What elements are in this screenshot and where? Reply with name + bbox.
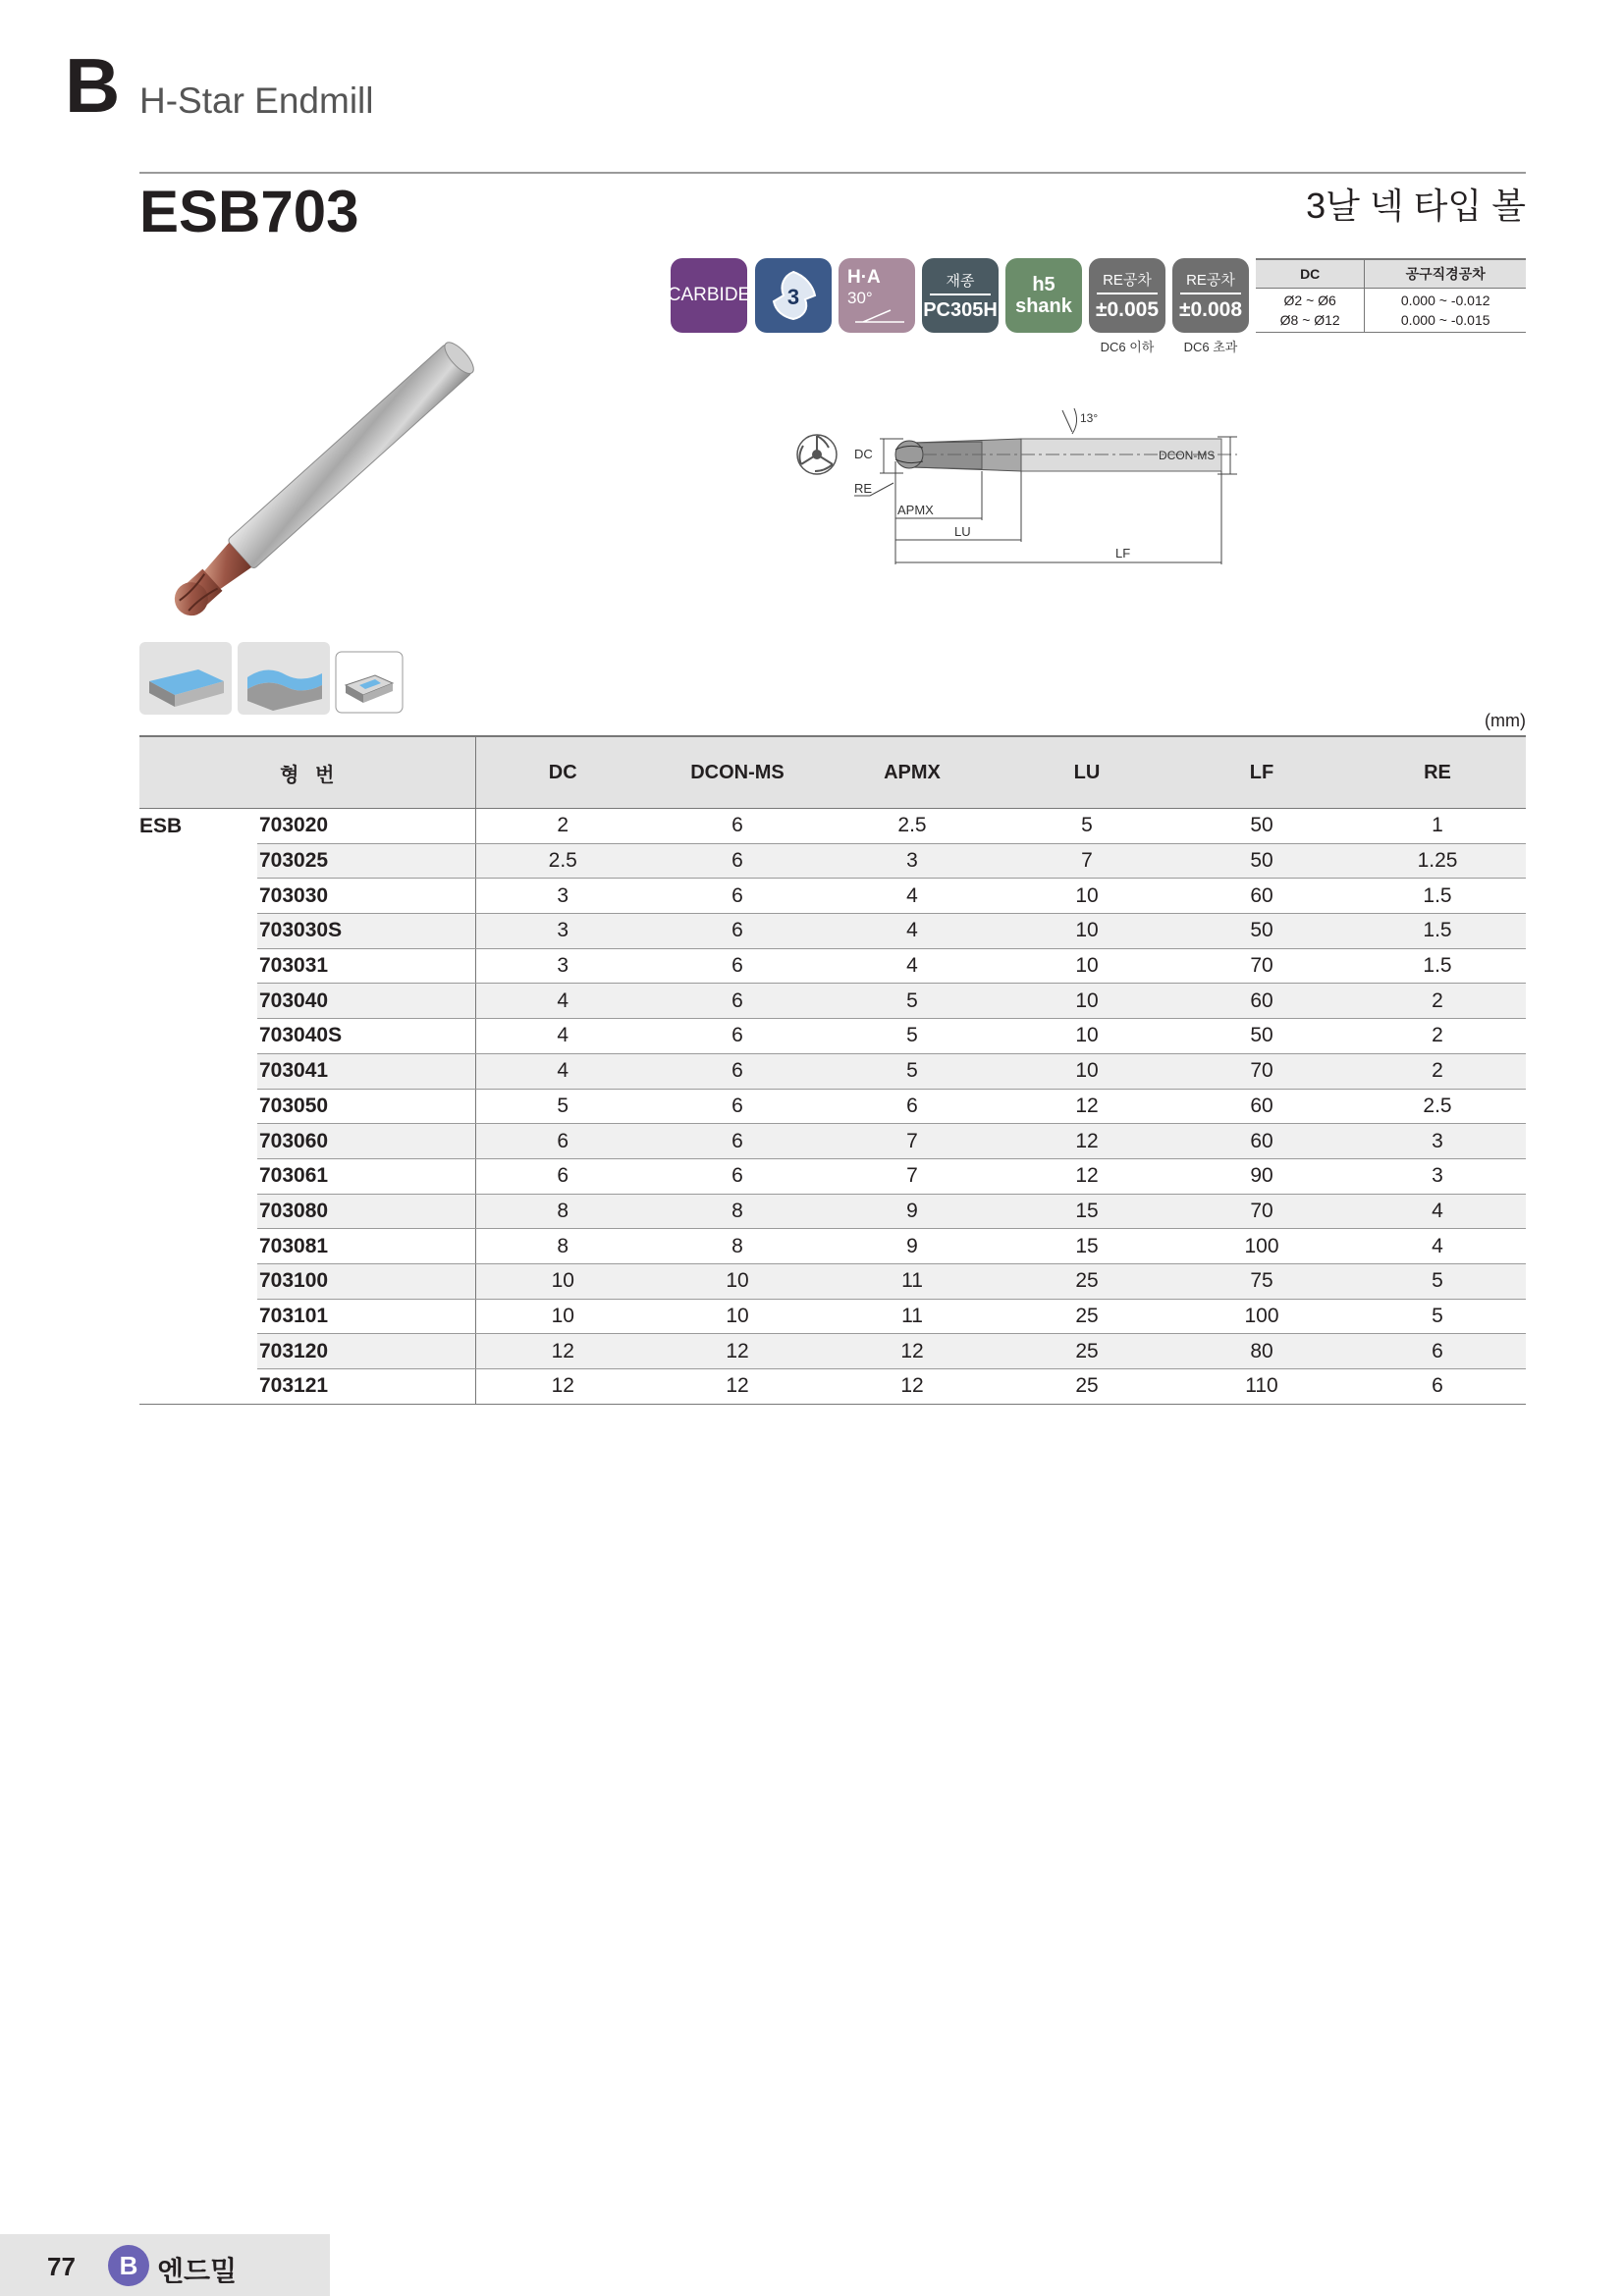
cell-lu: 15 <box>1000 1194 1174 1229</box>
col-header-model: 형 번 <box>139 736 475 809</box>
cell-code: 703040 <box>257 984 475 1019</box>
product-subtitle: 3날 넥 타입 볼 <box>1306 186 1526 226</box>
cell-lu: 5 <box>1000 809 1174 844</box>
tolerance-header-dc: DC <box>1256 259 1365 289</box>
table-row <box>139 1299 1526 1334</box>
shank-badge <box>1005 258 1082 333</box>
cell-apmx: 3 <box>825 843 1000 879</box>
dimension-lines <box>854 408 1237 564</box>
cell-apmx: 2.5 <box>825 809 1000 844</box>
table-row <box>139 809 1526 844</box>
cell-lf: 60 <box>1174 879 1349 914</box>
cell-dc: 4 <box>475 1019 650 1054</box>
re-label: RE <box>854 481 873 496</box>
series-cell <box>139 1194 257 1229</box>
svg-text:3: 3 <box>786 285 800 309</box>
series-cell <box>139 1334 257 1369</box>
helix-angle-value: 30° <box>847 289 873 307</box>
cell-re: 2.5 <box>1349 1089 1526 1124</box>
series-cell <box>139 1299 257 1334</box>
dcon-label: DCON-MS <box>1159 449 1216 462</box>
re-tolerance-divider <box>1097 293 1158 294</box>
series-cell <box>139 914 257 949</box>
cell-dcon: 8 <box>650 1194 825 1229</box>
cell-dc: 5 <box>475 1089 650 1124</box>
cell-dc: 2 <box>475 809 650 844</box>
cell-code: 703040S <box>257 1019 475 1054</box>
cell-re: 4 <box>1349 1229 1526 1264</box>
helix-label: H·A <box>847 267 881 288</box>
page-number: 77 <box>47 2252 76 2281</box>
cell-code: 703050 <box>257 1089 475 1124</box>
cell-dcon: 10 <box>650 1299 825 1334</box>
cell-dc: 12 <box>475 1334 650 1369</box>
cell-apmx: 4 <box>825 948 1000 984</box>
cell-lu: 12 <box>1000 1089 1174 1124</box>
cell-dc: 4 <box>475 1053 650 1089</box>
cell-code: 703041 <box>257 1053 475 1089</box>
cell-dc: 10 <box>475 1299 650 1334</box>
cell-apmx: 12 <box>825 1369 1000 1405</box>
lf-label: LF <box>1115 546 1131 561</box>
cell-apmx: 5 <box>825 1019 1000 1054</box>
table-row <box>139 914 1526 949</box>
angle-icon <box>853 308 908 324</box>
table-row <box>139 1263 1526 1299</box>
cell-re: 2 <box>1349 1053 1526 1089</box>
cell-dcon: 8 <box>650 1229 825 1264</box>
col-header-apmx: APMX <box>825 736 1000 809</box>
table-row <box>139 948 1526 984</box>
re-tolerance-badge-large <box>1172 258 1249 333</box>
cell-lu: 10 <box>1000 984 1174 1019</box>
cell-apmx: 7 <box>825 1124 1000 1159</box>
series-cell <box>139 1158 257 1194</box>
cell-lf: 60 <box>1174 1124 1349 1159</box>
series-cell <box>139 1053 257 1089</box>
apmx-label: APMX <box>897 503 934 517</box>
cell-dcon: 6 <box>650 843 825 879</box>
re-tolerance-value: ±0.005 <box>1095 298 1160 321</box>
cell-dcon: 6 <box>650 948 825 984</box>
cell-lf: 50 <box>1174 809 1349 844</box>
re-tolerance-label: RE공차 <box>1103 272 1152 289</box>
col-header-dcon: DCON-MS <box>650 736 825 809</box>
cell-dcon: 6 <box>650 1124 825 1159</box>
cell-apmx: 6 <box>825 1089 1000 1124</box>
table-row <box>139 1158 1526 1194</box>
series-cell <box>139 1229 257 1264</box>
coating-value: PC305H <box>923 298 998 321</box>
table-row <box>139 879 1526 914</box>
cell-code: 703025 <box>257 843 475 879</box>
cell-re: 1 <box>1349 809 1526 844</box>
series-cell <box>139 984 257 1019</box>
cell-apmx: 5 <box>825 984 1000 1019</box>
shank-label: shank <box>1015 295 1072 317</box>
header-divider <box>139 172 1526 174</box>
cell-code: 703081 <box>257 1229 475 1264</box>
table-row <box>139 843 1526 879</box>
cell-dcon: 10 <box>650 1263 825 1299</box>
cell-lf: 80 <box>1174 1334 1349 1369</box>
re-tolerance-value: ±0.008 <box>1178 298 1243 321</box>
re-tolerance-label: RE공차 <box>1186 272 1235 289</box>
cell-lu: 25 <box>1000 1369 1174 1405</box>
table-row <box>139 1124 1526 1159</box>
cell-dcon: 6 <box>650 984 825 1019</box>
cell-dcon: 6 <box>650 809 825 844</box>
cell-apmx: 9 <box>825 1229 1000 1264</box>
helix-angle-badge <box>839 258 915 333</box>
carbide-label: CARBIDE <box>667 285 751 305</box>
cell-re: 5 <box>1349 1299 1526 1334</box>
cell-apmx: 12 <box>825 1334 1000 1369</box>
tolerance-row <box>1256 289 1526 333</box>
cell-lu: 25 <box>1000 1263 1174 1299</box>
cell-code: 703020 <box>257 809 475 844</box>
cell-dcon: 6 <box>650 1089 825 1124</box>
cell-apmx: 4 <box>825 879 1000 914</box>
cell-lu: 10 <box>1000 879 1174 914</box>
series-cell: ESB <box>139 814 183 837</box>
cell-lu: 7 <box>1000 843 1174 879</box>
col-header-lu: LU <box>1000 736 1174 809</box>
cell-apmx: 4 <box>825 914 1000 949</box>
side-milling-icon <box>139 642 232 715</box>
cell-dc: 3 <box>475 948 650 984</box>
table-row <box>139 1334 1526 1369</box>
cell-lf: 60 <box>1174 1089 1349 1124</box>
cell-lu: 25 <box>1000 1299 1174 1334</box>
coating-badge <box>922 258 999 333</box>
endmill-photo <box>133 314 545 618</box>
tolerance-value: 0.000 ~ -0.012 0.000 ~ -0.015 <box>1365 289 1526 333</box>
cell-dc: 10 <box>475 1263 650 1299</box>
table-row <box>139 1089 1526 1124</box>
cell-code: 703121 <box>257 1369 475 1405</box>
contour-milling-icon <box>238 642 330 715</box>
cell-apmx: 11 <box>825 1263 1000 1299</box>
coating-label: 재종 <box>946 272 975 290</box>
cell-lu: 25 <box>1000 1334 1174 1369</box>
cell-re: 2 <box>1349 984 1526 1019</box>
cell-dcon: 6 <box>650 879 825 914</box>
dimension-table <box>139 735 1526 1405</box>
carbide-badge <box>667 258 751 333</box>
cell-code: 703120 <box>257 1334 475 1369</box>
cell-dc: 3 <box>475 914 650 949</box>
cell-apmx: 9 <box>825 1194 1000 1229</box>
cell-dc: 2.5 <box>475 843 650 879</box>
cell-code: 703061 <box>257 1158 475 1194</box>
flutes-badge <box>755 258 832 333</box>
shank-tolerance: h5 <box>1032 274 1056 295</box>
col-header-dc: DC <box>475 736 650 809</box>
cell-dcon: 6 <box>650 1158 825 1194</box>
cell-code: 703031 <box>257 948 475 984</box>
footer-section-label: 엔드밀 <box>157 2256 238 2286</box>
cell-dcon: 12 <box>650 1334 825 1369</box>
end-view-icon <box>797 435 837 474</box>
series-cell <box>139 948 257 984</box>
table-row <box>139 1194 1526 1229</box>
cell-lf: 70 <box>1174 1053 1349 1089</box>
cell-dcon: 6 <box>650 1053 825 1089</box>
cell-code: 703030S <box>257 914 475 949</box>
neck-angle-label: 13° <box>1080 411 1099 425</box>
cell-lf: 100 <box>1174 1299 1349 1334</box>
coating-divider <box>930 294 991 295</box>
cell-dc: 6 <box>475 1158 650 1194</box>
cell-code: 703030 <box>257 879 475 914</box>
cell-re: 1.5 <box>1349 879 1526 914</box>
tolerance-dc-range: Ø2 ~ Ø6 Ø8 ~ Ø12 <box>1256 289 1365 333</box>
product-model: ESB703 <box>139 179 359 244</box>
slot-milling-icon <box>336 652 403 713</box>
cell-re: 6 <box>1349 1369 1526 1405</box>
table-row <box>139 1019 1526 1054</box>
cell-code: 703101 <box>257 1299 475 1334</box>
cell-dcon: 6 <box>650 914 825 949</box>
series-cell <box>139 1369 257 1405</box>
cell-dcon: 12 <box>650 1369 825 1405</box>
cell-dc: 6 <box>475 1124 650 1159</box>
cell-lf: 50 <box>1174 914 1349 949</box>
cell-dcon: 6 <box>650 1019 825 1054</box>
cell-lu: 10 <box>1000 1053 1174 1089</box>
table-row <box>139 1229 1526 1264</box>
cell-dc: 8 <box>475 1229 650 1264</box>
section-letter: B <box>65 42 121 129</box>
diameter-tolerance-table <box>1256 258 1526 333</box>
cell-lf: 110 <box>1174 1369 1349 1405</box>
cell-re: 4 <box>1349 1194 1526 1229</box>
series-cell <box>139 1124 257 1159</box>
series-cell <box>139 1263 257 1299</box>
cell-lf: 90 <box>1174 1158 1349 1194</box>
cell-lu: 12 <box>1000 1158 1174 1194</box>
re-tolerance-note-large: DC6 초과 <box>1183 340 1238 354</box>
cell-lf: 50 <box>1174 1019 1349 1054</box>
cell-lu: 10 <box>1000 948 1174 984</box>
re-tolerance-divider <box>1180 293 1241 294</box>
cell-re: 6 <box>1349 1334 1526 1369</box>
section-title: H-Star Endmill <box>139 80 374 121</box>
cell-lf: 60 <box>1174 984 1349 1019</box>
cell-re: 1.25 <box>1349 843 1526 879</box>
cell-lf: 50 <box>1174 843 1349 879</box>
unit-label: (mm) <box>1485 711 1526 730</box>
series-cell <box>139 879 257 914</box>
cell-code: 703080 <box>257 1194 475 1229</box>
col-header-re: RE <box>1349 736 1526 809</box>
footer-section-badge: B <box>108 2245 149 2286</box>
cell-re: 1.5 <box>1349 948 1526 984</box>
application-icons <box>139 642 405 715</box>
series-cell <box>139 843 257 879</box>
series-cell <box>139 1019 257 1054</box>
re-tolerance-badge-small <box>1089 258 1165 333</box>
tolerance-header-diameter: 공구직경공차 <box>1365 259 1526 289</box>
cell-dc: 4 <box>475 984 650 1019</box>
cell-code: 703060 <box>257 1124 475 1159</box>
cell-code: 703100 <box>257 1263 475 1299</box>
col-header-lf: LF <box>1174 736 1349 809</box>
cell-apmx: 11 <box>825 1299 1000 1334</box>
cell-dc: 8 <box>475 1194 650 1229</box>
re-tolerance-note-small: DC6 이하 <box>1100 340 1155 354</box>
cell-lu: 10 <box>1000 914 1174 949</box>
three-flute-icon <box>764 266 823 325</box>
table-row <box>139 1369 1526 1405</box>
cell-re: 5 <box>1349 1263 1526 1299</box>
cell-lu: 15 <box>1000 1229 1174 1264</box>
cell-dc: 3 <box>475 879 650 914</box>
cell-re: 2 <box>1349 1019 1526 1054</box>
cell-apmx: 5 <box>825 1053 1000 1089</box>
cell-lf: 70 <box>1174 1194 1349 1229</box>
cell-dc: 12 <box>475 1369 650 1405</box>
cell-lf: 100 <box>1174 1229 1349 1264</box>
cell-lu: 10 <box>1000 1019 1174 1054</box>
cell-re: 3 <box>1349 1158 1526 1194</box>
cell-apmx: 7 <box>825 1158 1000 1194</box>
dimension-diagram <box>785 402 1434 579</box>
cell-lf: 70 <box>1174 948 1349 984</box>
series-cell <box>139 1089 257 1124</box>
table-row <box>139 1053 1526 1089</box>
cell-lf: 75 <box>1174 1263 1349 1299</box>
dc-label: DC <box>854 447 873 461</box>
lu-label: LU <box>954 524 971 539</box>
cell-re: 3 <box>1349 1124 1526 1159</box>
cell-re: 1.5 <box>1349 914 1526 949</box>
cell-lu: 12 <box>1000 1124 1174 1159</box>
table-row <box>139 984 1526 1019</box>
